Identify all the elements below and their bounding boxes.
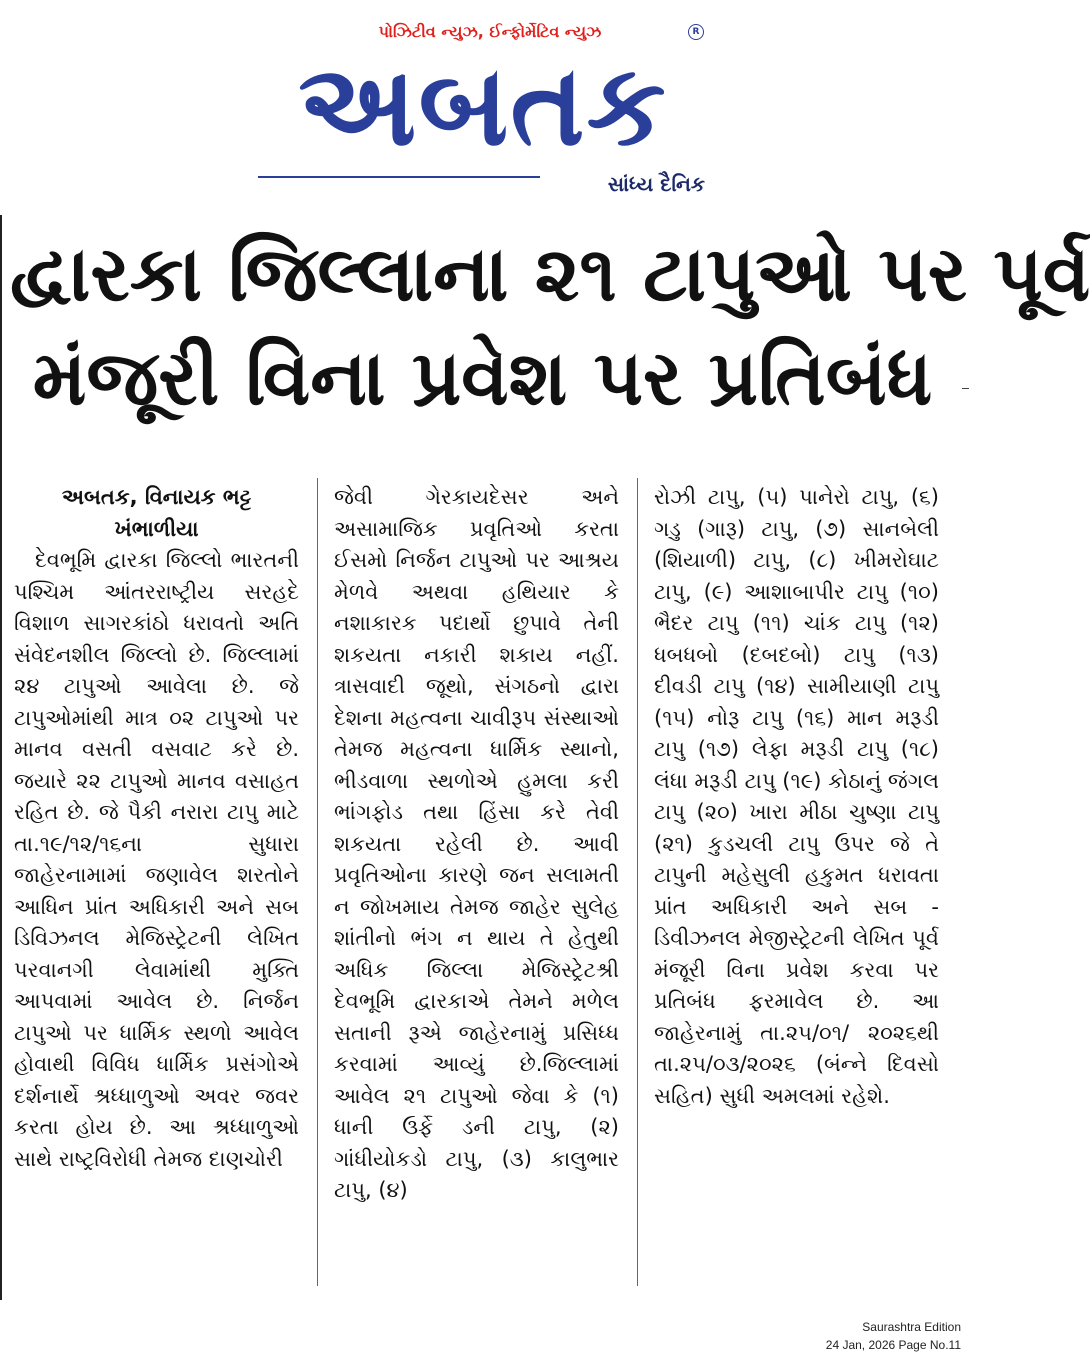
column-3-text: રોઝી ટાપુ, (૫) પાનેરો ટાપુ, (૬) ગડુ (ગારૂ) ટાપુ, (૭) સાનબેલી (શિયાળી) ટાપુ, (૮) ખીમરોઘાટ ટાપુ, (૯) આશાબાપીર ટાપુ (૧૦) ભૈદર ટાપુ (૧૧) ચાંક ટાપુ (૧૨) ધબધબો (દબદબો) ટાપુ (૧૩) દીવડી ટાપુ (૧૪) સામીયાણી ટાપુ (૧૫) નોરૂ ટાપુ (૧૬) માન મરૂડી ટાપુ (૧૭) લેફા મરૂડી ટાપુ (૧૮) લંધા મરૂડી ટાપુ (૧૯) કોઠાનું જંગલ ટાપુ (૨૦) ખારા મીઠા ચુષ્ણા ટાપુ (૨૧) કુડચલી ટાપુ ઉપર જે તે ટાપુની મહેસુલી હકુમત ધરાવતા પ્રાંત અધિકારી અને સબ - ડિવીઝનલ મેજીસ્ટ્રેટની લેખિત પૂર્વ મંજૂરી વિના પ્રવેશ કરવા પર પ્રતિબંધ ફરમાવેલ છે. આ જાહેરનામું તા.૨૫/૦૧/ ૨૦૨૬થી તા.૨૫/૦૩/૨૦૨૬ (બંન્ને દિવસો સહિત) સુધી અમલમાં રહેશે. [654,485,939,1108]
article-headline [10,222,1090,430]
edition-info [826,1318,961,1354]
edition-date-page: 24 Jan, 2026 Page No.11 [825,1338,961,1352]
registered-mark-icon: R [688,24,704,40]
headline-line-1: દ્વારકા જિલ્લાના ૨૧ ટાપુઓ પર પૂર્વ [10,229,1090,318]
left-border-rule [0,215,2,1300]
newspaper-logo: અબતક [298,41,668,171]
byline-place: ખંભાળીયા [114,516,199,541]
column-1-text: દેવભૂમિ દ્વારકા જિલ્લો ભારતની પશ્ચિમ આંતરરાષ્ટ્રીય સરહદે વિશાળ સાગરકાંઠો ધરાવતો અતિ સંવેદનશીલ જિલ્લો છે. જિલ્લામાં ૨૪ ટાપુઓ આવેલા છે. જે ટાપુઓમાંથી માત્ર ૦૨ ટાપુઓ પર માનવ વસતી વસવાટ કરે છે. જયારે ૨૨ ટાપુઓ માનવ વસાહત રહિત છે. જે પૈકી નરારા ટાપુ માટે તા.૧૯/૧૨/૧૬ના સુધારા જાહેરનામામાં જણાવેલ શરતોને આધિન પ્રાંત અધિકારી અને સબ ડિવિઝનલ મેજિસ્ટ્રેટની લેખિત પરવાનગી લેવામાંથી મુક્તિ આપવામાં આવેલ છે. નિર્જન ટાપુઓ પર ધાર્મિક સ્થળો આવેલ હોવાથી વિવિધ ધાર્મિક પ્રસંગોએ દર્શનાર્થે શ્રધ્ધાળુઓ અવર જવર કરતા હોય છે. આ શ્રધ્ધાળુઓ સાથે રાષ્ટ્રવિરોધી તેમજ દાણચોરી [14,548,299,1171]
masthead [0,0,969,215]
margin-tick [962,388,969,389]
article-column-1 [14,482,299,1282]
byline-author: અબતક, વિનાયક ભટ્ટ [61,485,252,509]
headline-line-2: મંજૂરી વિના પ્રવેશ પર પ્રતિબંધ [32,333,933,422]
article-column-3 [654,482,939,1282]
edition-name: Saurashtra Edition [862,1320,961,1334]
column-2-text: જેવી ગેરકાયદેસર અને અસામાજિક પ્રવૃતિઓ કરતા ઈસમો નિર્જન ટાપુઓ પર આશ્રય મેળવે અથવા હથિયાર કે નશાકારક પદાર્થો છુપાવે તેની શકયતા નકારી શકાય નહીં. ત્રાસવાદી જૂથો, સંગઠનો દ્વારા દેશના મહત્વના ચાવીરૂપ સંસ્થાઓ તેમજ મહત્વના ધાર્મિક સ્થાનો, ભીડવાળા સ્થળોએ હુમલા કરી ભાંગફોડ તથા હિંસા કરે તેવી શકયતા રહેલી છે. આવી પ્રવૃતિઓના કારણે જન સલામતી ન જોખમાય તેમજ જાહેર સુલેહ શાંતીનો ભંગ ન થાય તે હેતુથી અધિક જિલ્લા મેજિસ્ટ્રેટશ્રી દેવભૂમિ દ્વારકાએ તેમને મળેલ સતાની રૂએ જાહેરનામું પ્રસિધ્ધ કરવામાં આવ્યું છે.જિલ્લામાં આવેલ ૨૧ ટાપુઓ જેવા કે (૧) ધાની ઉર્ફે ડની ટાપુ, (૨) ગાંધીયોકડો ટાપુ, (૩) કાલુભાર ટાપુ, (૪) [334,485,619,1202]
masthead-tagline: પોઝિટીવ ન્યુઝ, ઈન્ફોર્મેટિવ ન્યુઝ [378,22,602,41]
column-divider-2 [637,478,638,1286]
article-column-2 [334,482,619,1282]
masthead-subtitle: સાંધ્ય દૈનિક [607,172,705,196]
masthead-rule [258,176,540,178]
column-divider-1 [317,478,318,1286]
